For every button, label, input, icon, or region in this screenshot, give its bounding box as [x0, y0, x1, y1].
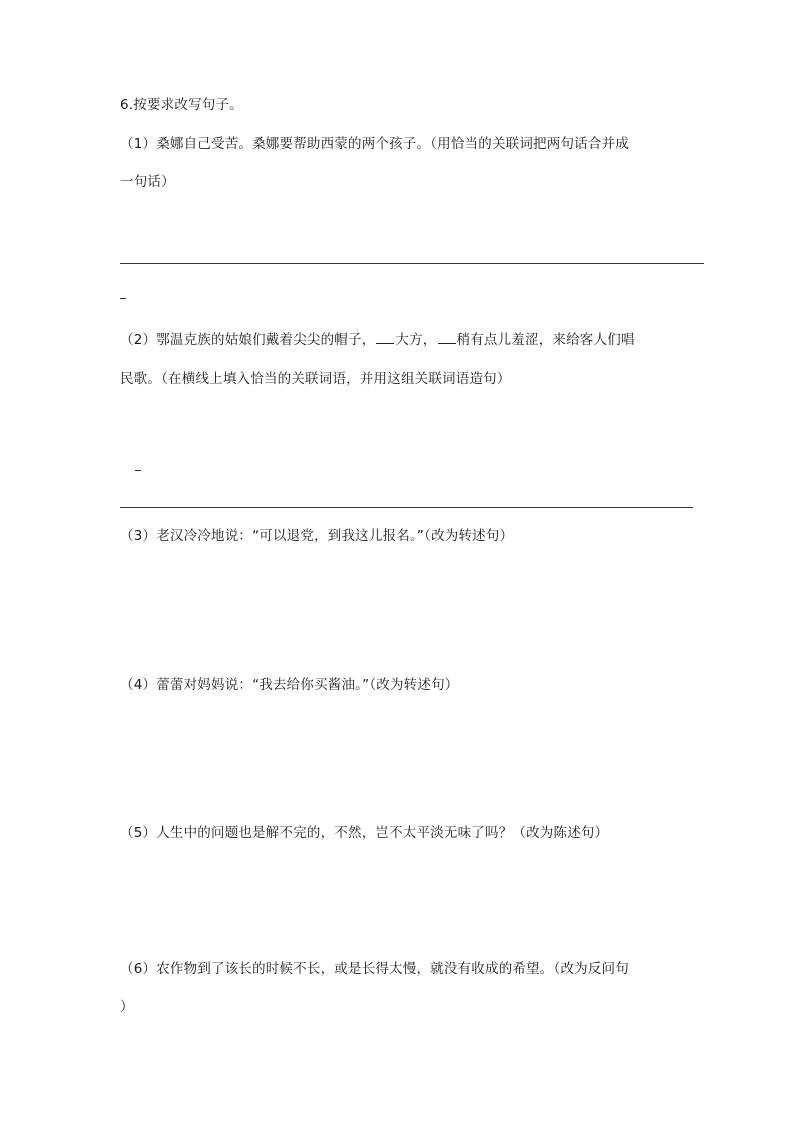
- item-4-prompt: （4）蕾蕾对妈妈说：“我去给你买酱油。”（改为转述句）: [120, 677, 459, 693]
- item-2-prompt-line-2: 民歌。（在横线上填入恰当的关联词语，并用这组关联词语造句）: [120, 371, 511, 387]
- item-3-prompt: （3）老汉冷冷地说：“可以退党，到我这儿报名。”（改为转述句）: [120, 528, 514, 544]
- item-6-prompt-line-2: ）: [120, 999, 134, 1015]
- item-1-answer-line[interactable]: [120, 263, 704, 264]
- item-2-blank-1[interactable]: [376, 331, 394, 344]
- item-2-text-a: （2）鄂温克族的姑娘们戴着尖尖的帽子，: [120, 332, 376, 348]
- item-1-prompt-line-1: （1）桑娜自己受苦。桑娜要帮助西蒙的两个孩子。（用恰当的关联词把两句话合并成: [120, 136, 629, 152]
- item-6-prompt-line-1: （6）农作物到了该长的时候不长，或是长得太慢，就没有收成的希望。（改为反问句: [120, 961, 629, 977]
- item-2-prompt-line-1: [120, 331, 635, 349]
- item-1-prompt-line-2: 一句话）: [120, 174, 175, 190]
- item-2-answer-line[interactable]: [120, 507, 693, 508]
- item-2-text-c: 稍有点儿羞涩，来给客人们唱: [456, 332, 635, 348]
- item-2-text-b: 大方，: [395, 332, 437, 348]
- item-5-prompt: （5）人生中的问题也是解不完的，不然，岂不太平淡无味了吗？（改为陈述句）: [120, 825, 609, 841]
- item-2-answer-line-start: [135, 470, 141, 471]
- item-2-blank-2[interactable]: [438, 331, 456, 344]
- item-1-answer-line-continuation: [120, 298, 126, 299]
- question-heading: 6.按要求改写句子。: [120, 97, 243, 113]
